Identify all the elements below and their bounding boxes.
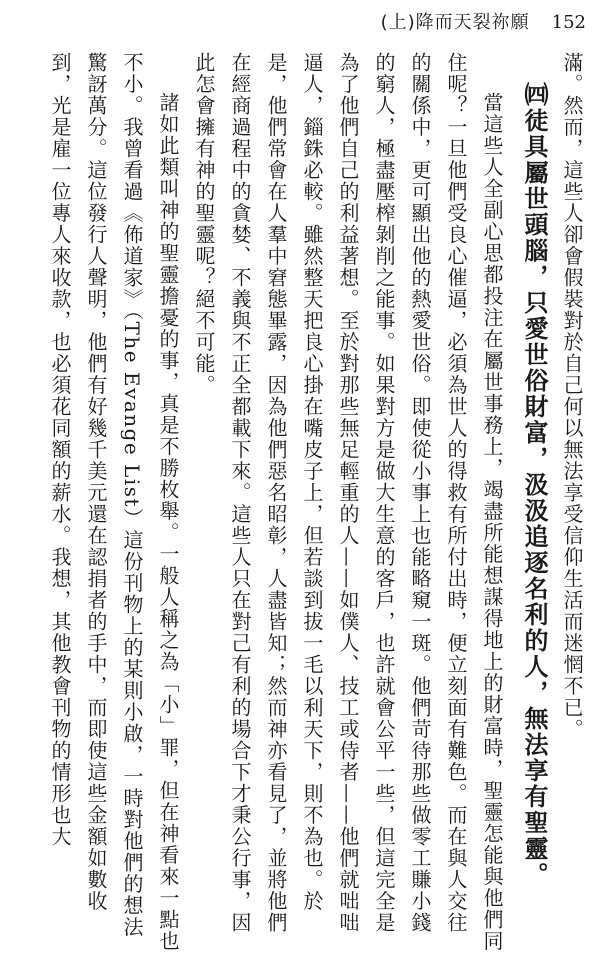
running-title: (上)降而天裂祢願 (380, 12, 530, 33)
section-heading: ㈣徒具屬世頭腦，只愛世俗財富，汲汲追逐名利的人，無法享有聖靈。 (520, 82, 548, 888)
text-body (8, 52, 590, 952)
page-number: 152 (551, 12, 586, 33)
page-header (381, 8, 586, 34)
paragraph-continuation: 滿。然而，這些人卻會假裝對於自己何以無法享受信仰生活而迷惘不已。 (560, 52, 584, 740)
paragraph: 諸如此類叫神的聖靈擔憂的事，真是不勝枚舉。一般人稱之為「小」罪，但在神看來一點也不小。我曾看過《佈道家》（The Evange List）這份刊物上的某則小啟，一時對他們的想法驚訝萬分。這位發行人聲明，他們有好幾千美元還在認捐者的手中，而即使這些金額如數收到，光是雇一位專人來收款，也必須花同額的薪水。我想，其他教會刊物的情形也大 (48, 52, 180, 952)
paragraph: 當這些人全副心思都投注在屬世事務上，竭盡所能想謀得地上的財富時，聖靈怎能與他們同住呢？一旦他們受良心催逼，必須為世人的得救有所付出時，便立刻面有難色。而在與人交往的關係中，更可顯出他的熱愛世俗。即使從小事上也能略窺一斑。他們苛待那些做零工賺小錢的窮人，極盡壓榨剝削之能事。如果對方是做大生意的客戶，也許就會公平一些，但這完全是為了他們自己的利益著想。至於對那些無足輕重的人——如僕人、技工或侍者——他們就咄咄逼人，錙銖必較。雖然整天把良心掛在嘴皮子上，但若談到拔一毛以利天下，則不為也。於是，他們常會在人羣中窘態畢露，因為他們惡名昭彰，人盡皆知；然而神亦看見了，並將他們在經商過程中的貪婪、不義與不正全都載下來。這些人只在對己有利的場合下才秉公行事，因此怎會擁有神的聖靈呢？絕不可能。 (192, 52, 504, 952)
